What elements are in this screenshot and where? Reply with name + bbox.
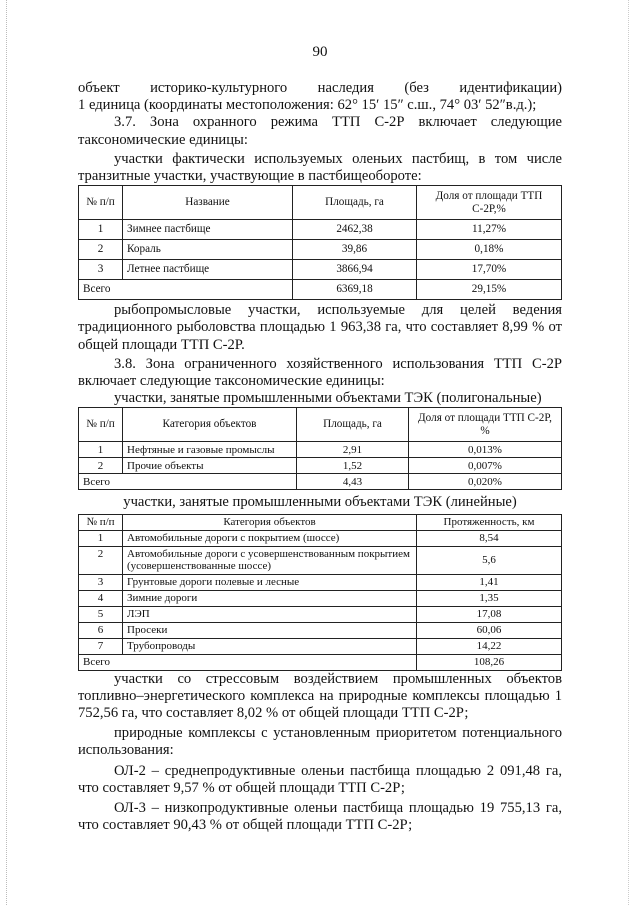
paragraph-ol-2: ОЛ-2 – среднепродуктивные оленьи пастбища площадью 2 091,48 га, что составляет 9,57 % от общей площади ТТП С-2Р;	[78, 762, 562, 796]
row-category: Автомобильные дороги с усовершенствованным покрытием (усовершенствованные шоссе)	[123, 546, 417, 574]
row-area: 3866,94	[293, 260, 417, 280]
row-name: Кораль	[123, 240, 293, 260]
row-share: 0,013%	[409, 442, 562, 458]
paragraph-linear-caption: участки, занятые промышленными объектами ТЭК (линейные)	[123, 494, 517, 511]
row-area: 1,52	[297, 458, 409, 474]
header-cell: Категория объектов	[123, 514, 417, 530]
table-row	[79, 606, 562, 622]
page-number: 90	[312, 44, 328, 60]
header-cell: № п/п	[79, 186, 123, 220]
document-body	[78, 80, 562, 834]
header-cell: № п/п	[79, 408, 123, 442]
row-number: 4	[79, 590, 123, 606]
paragraph-zone-3-8: 3.8. Зона ограниченного хозяйственного использования ТТП С-2Р включает следующие таксономические единицы:	[78, 355, 562, 390]
total-length: 108,26	[417, 654, 562, 670]
paragraph-ol-3: ОЛ-3 – низкопродуктивные оленьи пастбища площадью 19 755,13 га, что составляет 90,43 % от общей площади ТТП С-2Р;	[78, 800, 562, 834]
row-number: 3	[79, 260, 123, 280]
table-row	[79, 220, 562, 240]
row-number: 5	[79, 606, 123, 622]
table-row	[79, 260, 562, 280]
table-total-row	[79, 474, 562, 490]
row-number: 6	[79, 622, 123, 638]
row-number: 7	[79, 638, 123, 654]
table-row	[79, 458, 562, 474]
paragraph-pastures: участки фактически используемых оленьих пастбищ, в том числе транзитные участки, участвующие в пастбищеобороте:	[78, 150, 562, 185]
paragraph-heritage-line2: 1 единица (координаты местоположения: 62° 15′ 15″ с.ш., 74° 03′ 52″в.д.);	[78, 97, 537, 114]
row-name: Летнее пастбище	[123, 260, 293, 280]
table-row	[79, 622, 562, 638]
row-category: ЛЭП	[123, 606, 417, 622]
row-category: Трубопроводы	[123, 638, 417, 654]
paragraph-stress-impact: участки со стрессовым воздействием промышленных объектов топливно–энергетического комплекса на природные комплексы площадью 1 752,56 га, что составляет 8,02 % от общей площади ТТП С-2Р;	[78, 670, 562, 722]
table-row	[79, 442, 562, 458]
row-category: Грунтовые дороги полевые и лесные	[123, 574, 417, 590]
total-share: 29,15%	[417, 280, 562, 300]
row-length: 1,41	[417, 574, 562, 590]
table-linear-objects	[78, 514, 562, 671]
row-category: Прочие объекты	[123, 458, 297, 474]
table-row	[79, 546, 562, 574]
row-number: 2	[79, 546, 123, 574]
header-cell: Площадь, га	[297, 408, 409, 442]
row-share: 0,18%	[417, 240, 562, 260]
row-area: 2462,38	[293, 220, 417, 240]
paragraph-zone-3-7: 3.7. Зона охранного режима ТТП С-2Р включает следующие таксономические единицы:	[78, 114, 562, 148]
row-length: 5,6	[417, 546, 562, 574]
header-cell: Площадь, га	[293, 186, 417, 220]
row-category: Автомобильные дороги с покрытием (шоссе)	[123, 530, 417, 546]
row-category: Зимние дороги	[123, 590, 417, 606]
header-cell: Название	[123, 186, 293, 220]
table-row	[79, 530, 562, 546]
table-header-row	[79, 408, 562, 442]
header-cell: № п/п	[79, 514, 123, 530]
total-label: Всего	[79, 280, 293, 300]
row-number: 2	[79, 240, 123, 260]
table-total-row	[79, 654, 562, 670]
row-share: 11,27%	[417, 220, 562, 240]
row-number: 2	[79, 458, 123, 474]
paragraph-heritage-line1: объект историко-культурного наследия (без идентификации)	[78, 80, 562, 96]
row-area: 2,91	[297, 442, 409, 458]
total-share: 0,020%	[409, 474, 562, 490]
table-pastures	[78, 185, 562, 300]
row-length: 1,35	[417, 590, 562, 606]
paragraph-polygon-caption: участки, занятые промышленными объектами ТЭК (полигональные)	[114, 390, 542, 407]
table-row	[79, 638, 562, 654]
row-name: Зимнее пастбище	[123, 220, 293, 240]
scan-edge-left	[6, 0, 9, 905]
header-cell: Доля от площади ТТП С-2Р, %	[409, 408, 562, 442]
scan-edge-right	[628, 0, 631, 905]
row-share: 0,007%	[409, 458, 562, 474]
header-cell: Категория объектов	[123, 408, 297, 442]
row-length: 17,08	[417, 606, 562, 622]
row-number: 1	[79, 442, 123, 458]
row-length: 60,06	[417, 622, 562, 638]
paragraph-fishing: рыбопромысловые участки, используемые для целей ведения традиционного рыболовства площадью 1 963,38 га, что составляет 8,99 % от общей площади ТТП С-2Р.	[78, 302, 562, 353]
paragraph-priority: природные комплексы с установленным приоритетом потенциального использования:	[78, 725, 562, 759]
header-cell: Доля от площади ТТП С-2Р,%	[417, 186, 562, 220]
total-label: Всего	[79, 474, 297, 490]
row-area: 39,86	[293, 240, 417, 260]
row-share: 17,70%	[417, 260, 562, 280]
table-row	[79, 590, 562, 606]
row-category: Нефтяные и газовые промыслы	[123, 442, 297, 458]
table-header-row	[79, 514, 562, 530]
table-row	[79, 240, 562, 260]
row-length: 14,22	[417, 638, 562, 654]
header-cell: Протяженность, км	[417, 514, 562, 530]
table-polygon-objects	[78, 407, 562, 490]
table-total-row	[79, 280, 562, 300]
table-row	[79, 574, 562, 590]
row-length: 8,54	[417, 530, 562, 546]
total-area: 4,43	[297, 474, 409, 490]
row-number: 1	[79, 220, 123, 240]
total-label: Всего	[79, 654, 417, 670]
row-category: Просеки	[123, 622, 417, 638]
total-area: 6369,18	[293, 280, 417, 300]
table-header-row	[79, 186, 562, 220]
row-number: 3	[79, 574, 123, 590]
row-number: 1	[79, 530, 123, 546]
